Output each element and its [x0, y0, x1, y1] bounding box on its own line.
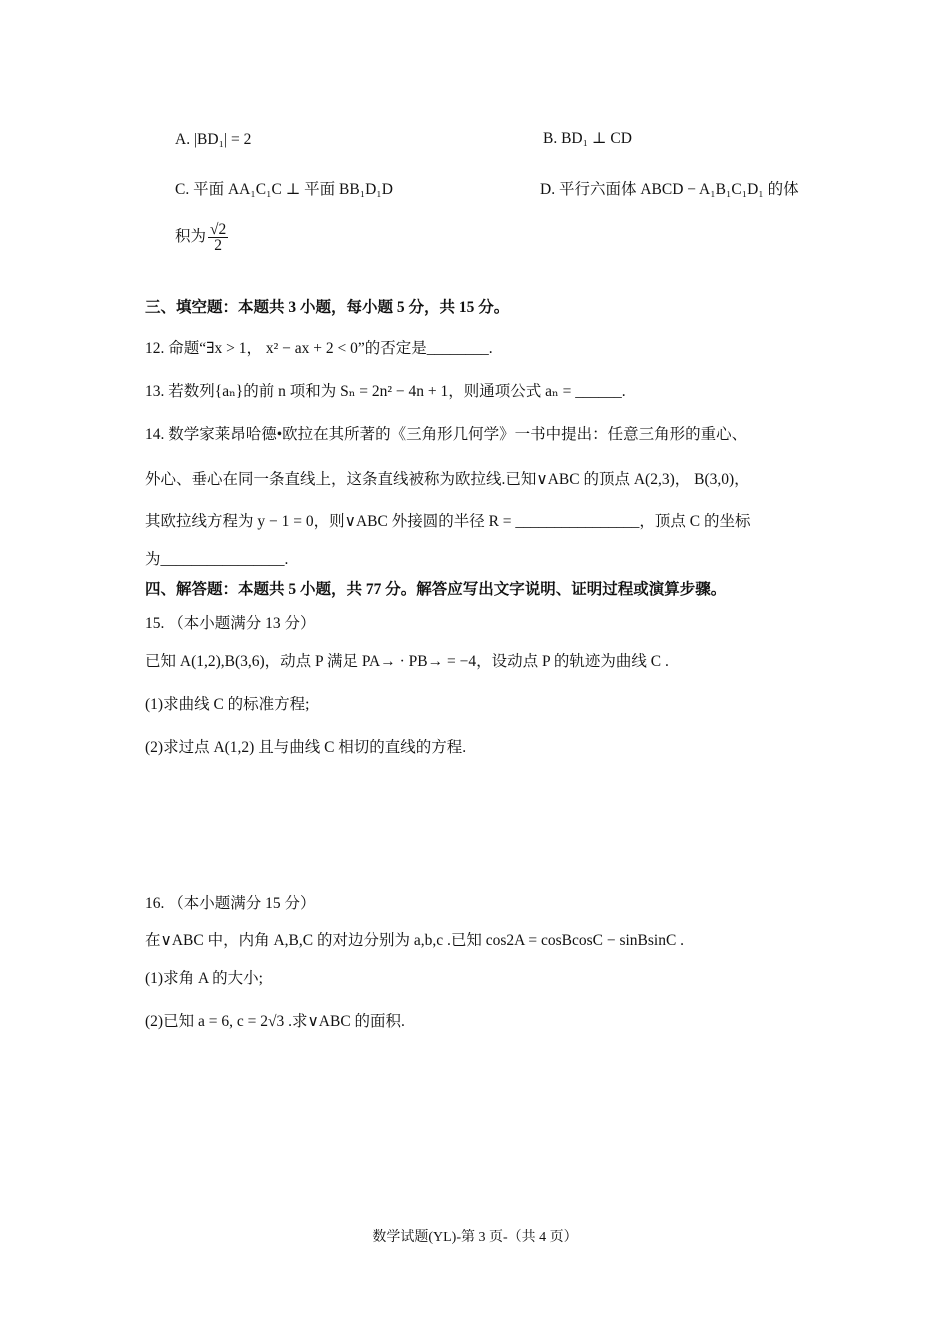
- question-14-line-1: 14. 数学家莱昂哈德•欧拉在其所著的《三角形几何学》一书中提出：任意三角形的重心、: [145, 426, 748, 443]
- page-footer: 数学试题(YL)-第 3 页-（共 4 页）: [372, 1230, 578, 1245]
- section-3-heading: 三、填空题：本题共 3 小题，每小题 5 分，共 15 分。: [145, 299, 510, 316]
- fraction: [208, 222, 228, 253]
- fraction-numerator: √2: [210, 221, 227, 238]
- question-16-stem: 在∨ABC 中，内角 A,B,C 的对边分别为 a,b,c .已知 cos2A = cosBcosC − sinBsinC .: [145, 932, 685, 949]
- section-4-heading: 四、解答题：本题共 5 小题，共 77 分。解答应写出文字说明、证明过程或演算步骤。: [145, 581, 727, 598]
- question-13: 13. 若数列{aₙ}的前 n 项和为 Sₙ = 2n² − 4n + 1，则通项公式 aₙ = ______.: [145, 383, 626, 400]
- question-15-stem: 已知 A(1,2),B(3,6)，动点 P 满足 PA→ · PB→ = −4，设动点 P 的轨迹为曲线 C .: [145, 653, 669, 670]
- question-12: 12. 命题“∃x > 1， x² − ax + 2 < 0”的否定是________.: [145, 340, 493, 357]
- question-15-title: 15. （本小题满分 13 分）: [145, 615, 316, 632]
- question-16-part-1: (1)求角 A 的大小;: [145, 970, 263, 987]
- question-16-part-2: (2)已知 a = 6, c = 2√3 .求∨ABC 的面积.: [145, 1013, 405, 1030]
- question-14-line-4: 为________________.: [145, 551, 289, 568]
- option-b: B. BD₁ ⊥ CD: [543, 130, 632, 147]
- option-d-continuation: [175, 222, 228, 253]
- question-14-line-2: 外心、垂心在同一条直线上，这条直线被称为欧拉线.已知∨ABC 的顶点 A(2,3)， B(3,0)，: [145, 471, 750, 488]
- option-a: A. |BD₁| = 2: [175, 131, 252, 148]
- option-d-cont-text: 积为: [175, 228, 207, 246]
- question-15-part-1: (1)求曲线 C 的标准方程;: [145, 696, 310, 713]
- question-14-line-3: 其欧拉线方程为 y − 1 = 0，则∨ABC 外接圆的半径 R = ________________，顶点 C 的坐标: [145, 513, 751, 530]
- option-d: D. 平行六面体 ABCD − A₁B₁C₁D₁ 的体: [540, 181, 799, 198]
- option-c: C. 平面 AA₁C₁C ⊥ 平面 BB₁D₁D: [175, 181, 393, 198]
- question-15-part-2: (2)求过点 A(1,2) 且与曲线 C 相切的直线的方程.: [145, 739, 467, 756]
- fraction-denominator: 2: [214, 237, 223, 254]
- question-16-title: 16. （本小题满分 15 分）: [145, 895, 316, 912]
